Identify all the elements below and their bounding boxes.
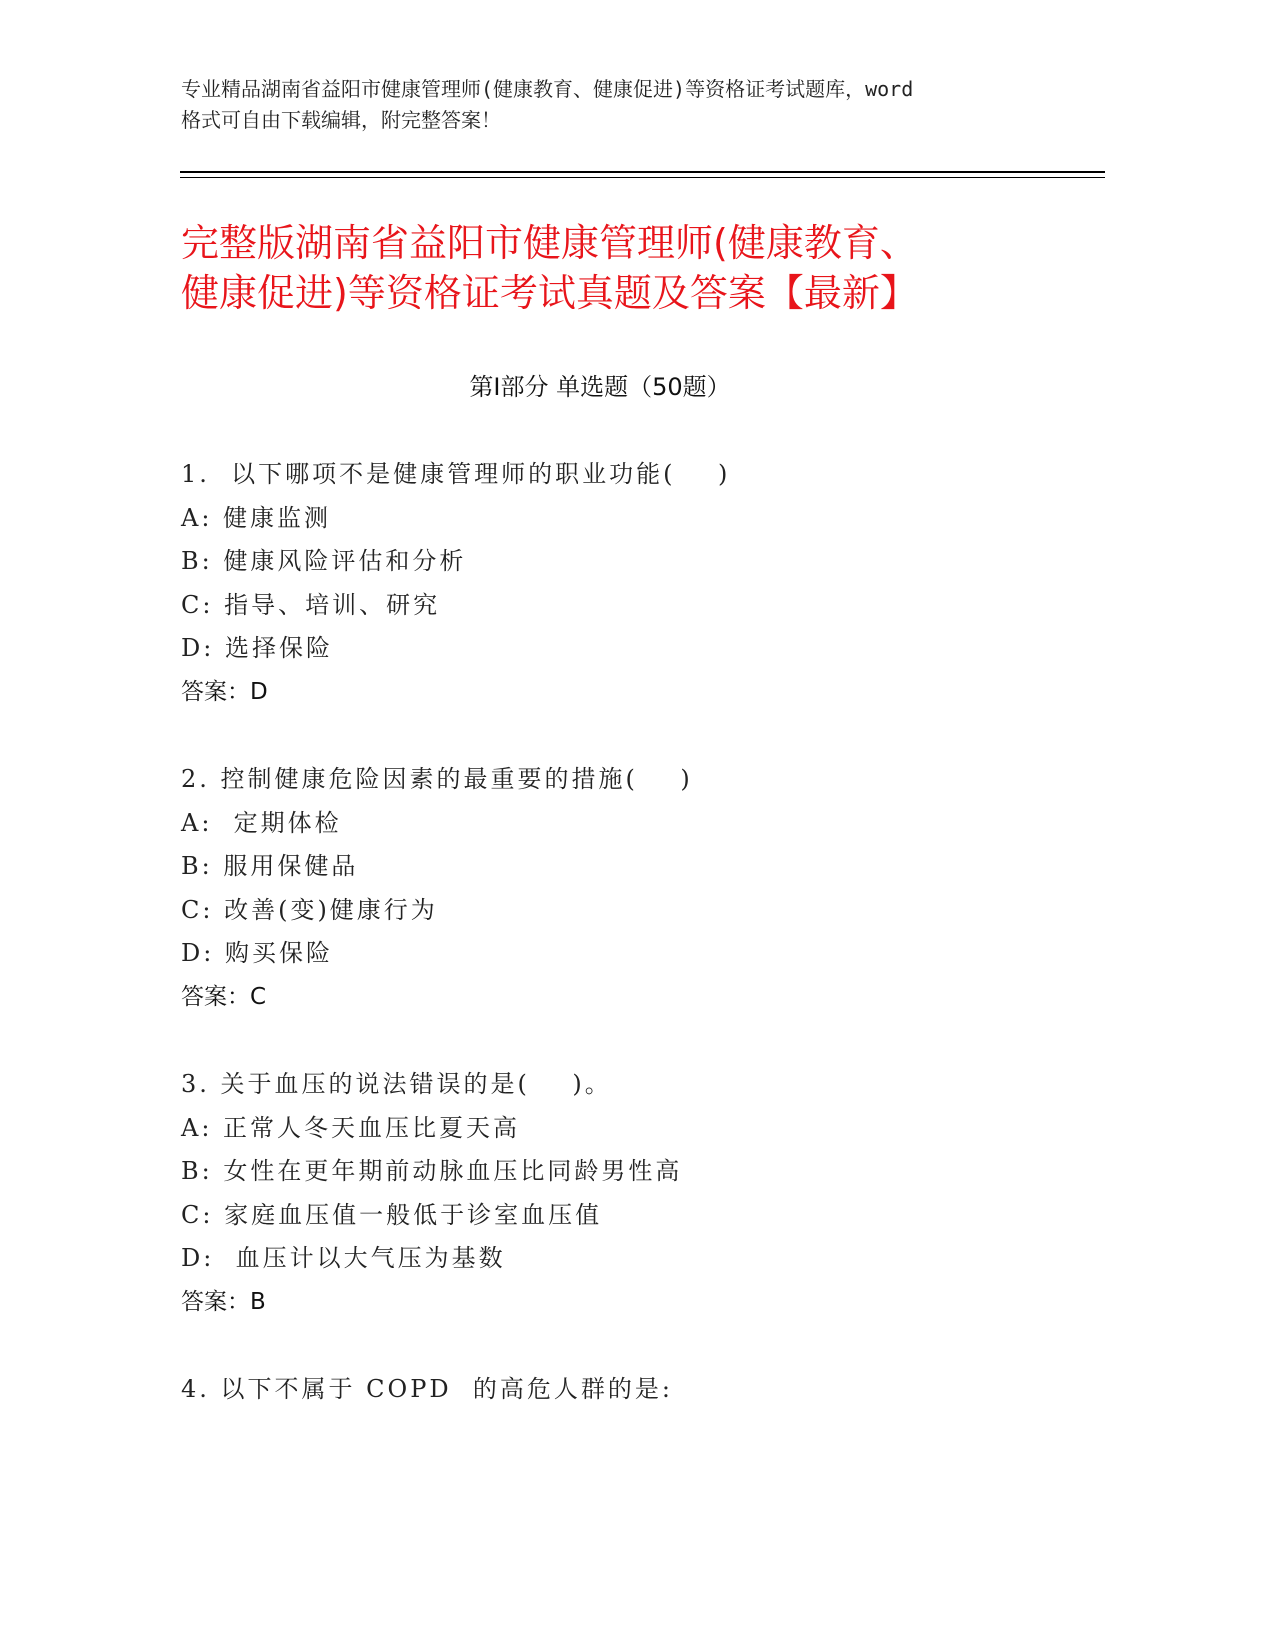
question-stem: 3. 关于血压的说法错误的是( )。 bbox=[181, 1070, 612, 1098]
question-stem: 4. 以下不属于 COPD 的高危人群的是: bbox=[181, 1375, 673, 1403]
question-1 bbox=[181, 453, 1081, 714]
option-b: B: 健康风险评估和分析 bbox=[181, 547, 467, 575]
question-4 bbox=[181, 1368, 1081, 1412]
answer: 答案：C bbox=[181, 983, 267, 1010]
document-title-line-1: 完整版湖南省益阳市健康管理师(健康教育、 bbox=[181, 221, 918, 265]
header-note-line-2: 格式可自由下载编辑，附完整答案！ bbox=[181, 108, 501, 132]
header-note-line-1: 专业精品湖南省益阳市健康管理师(健康教育、健康促进)等资格证考试题库，word bbox=[181, 77, 914, 101]
option-a: A: 定期体检 bbox=[181, 808, 342, 837]
option-b: B: 服用保健品 bbox=[181, 852, 359, 880]
document-title-line-2: 健康促进)等资格证考试真题及答案【最新】 bbox=[181, 271, 918, 315]
option-c: C: 改善(变)健康行为 bbox=[181, 895, 438, 924]
question-stem: 1. 以下哪项不是健康管理师的职业功能( ) bbox=[181, 460, 731, 488]
header-divider-thin bbox=[180, 177, 1105, 178]
question-2 bbox=[181, 758, 1081, 1019]
answer: 答案：D bbox=[181, 678, 268, 705]
option-a: A: 正常人冬天血压比夏天高 bbox=[181, 1113, 521, 1142]
option-c: C: 指导、培训、研究 bbox=[181, 590, 441, 619]
option-d: D: 选择保险 bbox=[181, 634, 333, 662]
option-a: A: 健康监测 bbox=[181, 503, 332, 532]
section-heading: 第Ⅰ部分 单选题（50题） bbox=[469, 373, 731, 401]
option-c: C: 家庭血压值一般低于诊室血压值 bbox=[181, 1200, 603, 1229]
option-d: D: 血压计以大气压为基数 bbox=[181, 1244, 506, 1272]
question-stem: 2. 控制健康危险因素的最重要的措施( ) bbox=[181, 765, 693, 793]
header-divider-thick bbox=[180, 171, 1105, 173]
header-note bbox=[181, 74, 1061, 136]
question-3 bbox=[181, 1063, 1081, 1324]
answer: 答案：B bbox=[181, 1288, 266, 1315]
option-b: B: 女性在更年期前动脉血压比同龄男性高 bbox=[181, 1157, 683, 1185]
option-d: D: 购买保险 bbox=[181, 939, 333, 967]
document-title bbox=[181, 218, 1081, 318]
